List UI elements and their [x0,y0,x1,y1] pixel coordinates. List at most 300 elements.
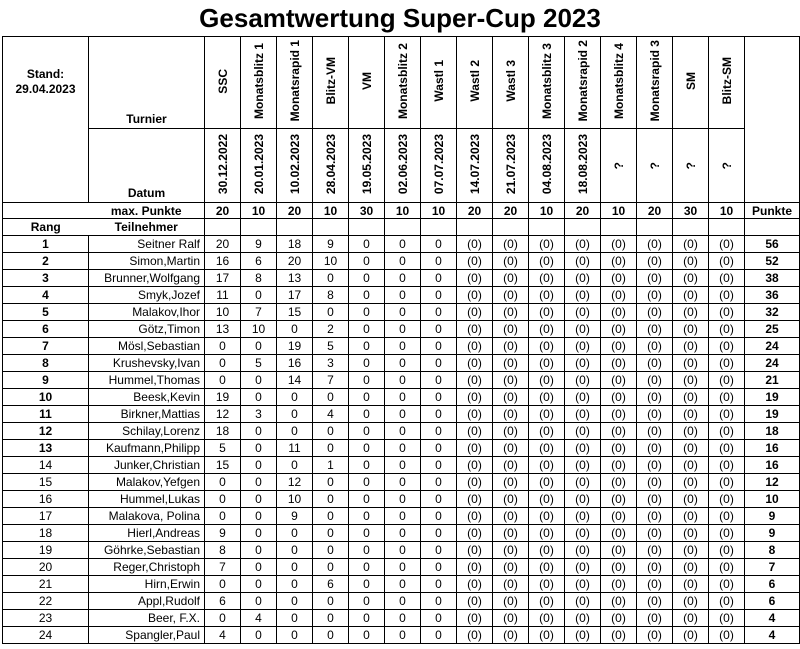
tournament-date-cell [385,129,421,203]
score-cell: (0) [601,610,637,627]
score-cell: (0) [673,270,709,287]
score-cell: (0) [709,508,745,525]
player-rank: 6 [3,321,89,338]
score-cell: (0) [457,287,493,304]
score-cell: (0) [637,253,673,270]
tournament-date: ? [719,162,734,170]
player-name: Simon,Martin [89,253,205,270]
score-cell: (0) [529,355,565,372]
player-total: 19 [745,389,800,406]
tournament-max-points: 20 [637,203,673,219]
player-total: 8 [745,542,800,559]
score-cell: 6 [241,253,277,270]
tournament-max-points: 10 [421,203,457,219]
score-cell: 3 [313,355,349,372]
tournament-max-points: 20 [457,203,493,219]
player-row [3,270,800,287]
player-name: Smyk,Jozef [89,287,205,304]
tournament-name: Monatsblitz 3 [539,42,554,119]
score-cell: 0 [421,389,457,406]
tournament-date: 19.05.2023 [359,133,374,195]
score-cell: 0 [313,474,349,491]
tournament-name-cell [529,37,565,129]
score-cell: (0) [637,270,673,287]
score-cell: (0) [493,270,529,287]
score-cell: 4 [313,406,349,423]
score-cell: 0 [349,423,385,440]
score-cell: (0) [493,389,529,406]
player-total: 16 [745,457,800,474]
score-cell: 7 [205,559,241,576]
tournament-max-points: 10 [313,203,349,219]
tournament-name: Monatsrapid 2 [575,40,590,122]
score-cell: (0) [457,423,493,440]
player-total: 24 [745,338,800,355]
player-row [3,576,800,593]
score-cell: (0) [457,525,493,542]
score-cell: 0 [421,610,457,627]
score-cell: 4 [205,627,241,644]
score-cell: (0) [565,406,601,423]
score-cell: 0 [385,576,421,593]
score-cell: 0 [385,423,421,440]
score-cell: (0) [709,610,745,627]
score-cell: (0) [709,559,745,576]
score-cell: 0 [277,321,313,338]
score-cell: (0) [709,253,745,270]
score-cell: 0 [313,593,349,610]
score-cell: 0 [385,627,421,644]
score-cell: 19 [277,338,313,355]
score-cell: (0) [565,423,601,440]
player-name: Spangler,Paul [89,627,205,644]
player-name: Malakov,Ihor [89,304,205,321]
score-cell: (0) [565,457,601,474]
tournament-date: 07.07.2023 [431,133,446,195]
tournament-date-cell [529,129,565,203]
score-cell: (0) [457,440,493,457]
score-cell: (0) [529,627,565,644]
score-cell: 0 [241,372,277,389]
score-cell: 0 [349,236,385,253]
player-rank: 20 [3,559,89,576]
score-cell: 0 [277,593,313,610]
score-cell: 9 [241,236,277,253]
player-total: 19 [745,406,800,423]
tournament-max-points: 20 [493,203,529,219]
score-cell: (0) [529,338,565,355]
score-cell: (0) [673,372,709,389]
player-name: Reger,Christoph [89,559,205,576]
tournament-name: Monatsrapid 1 [287,40,302,122]
score-cell: 8 [313,287,349,304]
score-cell: 0 [205,474,241,491]
score-cell: 0 [421,253,457,270]
tournament-date-cell [313,129,349,203]
score-cell: 0 [313,270,349,287]
score-cell: (0) [601,321,637,338]
score-cell: 0 [277,576,313,593]
score-cell: (0) [709,474,745,491]
score-cell: (0) [493,525,529,542]
score-cell: 10 [277,491,313,508]
score-cell: 0 [385,508,421,525]
score-cell: (0) [493,474,529,491]
score-cell: 0 [421,593,457,610]
player-rank: 1 [3,236,89,253]
tournament-max-points: 30 [673,203,709,219]
score-cell: 17 [205,270,241,287]
tournament-max-points: 20 [565,203,601,219]
score-cell: (0) [493,457,529,474]
player-row [3,491,800,508]
score-cell: 13 [205,321,241,338]
player-rank: 24 [3,627,89,644]
player-total: 21 [745,372,800,389]
tournament-max-points: 20 [205,203,241,219]
score-cell: 0 [349,610,385,627]
tournament-name-cell [601,37,637,129]
tournament-date: ? [647,162,662,170]
score-cell: (0) [493,491,529,508]
score-cell: 0 [349,542,385,559]
score-cell: 0 [241,576,277,593]
score-cell: (0) [529,236,565,253]
player-total: 36 [745,287,800,304]
tournament-date: 18.08.2023 [575,133,590,195]
empty-cell [709,219,745,236]
score-cell: 0 [349,627,385,644]
score-cell: (0) [457,270,493,287]
score-cell: (0) [493,304,529,321]
player-row [3,389,800,406]
score-cell: 0 [313,542,349,559]
score-cell: (0) [565,440,601,457]
score-cell: (0) [637,355,673,372]
score-cell: 12 [277,474,313,491]
score-cell: (0) [637,423,673,440]
score-cell: 5 [205,440,241,457]
score-cell: (0) [673,457,709,474]
score-cell: 2 [313,321,349,338]
score-cell: 0 [385,253,421,270]
score-cell: (0) [601,491,637,508]
score-cell: 0 [385,491,421,508]
score-cell: (0) [709,457,745,474]
score-cell: (0) [457,491,493,508]
score-cell: (0) [673,389,709,406]
player-row [3,610,800,627]
score-cell: (0) [457,304,493,321]
score-cell: 9 [205,525,241,542]
score-cell: (0) [493,593,529,610]
score-cell: 0 [277,627,313,644]
score-cell: 18 [277,236,313,253]
score-cell: 0 [349,270,385,287]
score-cell: 7 [241,304,277,321]
score-cell: 0 [205,576,241,593]
player-name: Krushevsky,Ivan [89,355,205,372]
score-cell: (0) [601,406,637,423]
score-cell: (0) [565,338,601,355]
score-cell: (0) [601,627,637,644]
player-total: 6 [745,576,800,593]
player-total: 12 [745,474,800,491]
player-name: Hierl,Andreas [89,525,205,542]
tournament-name: Wastl 1 [431,60,446,102]
page-title: Gesamtwertung Super-Cup 2023 [199,3,601,33]
score-cell: 0 [421,355,457,372]
score-cell: 0 [421,372,457,389]
tournament-name-cell [241,37,277,129]
player-total: 6 [745,593,800,610]
score-cell: (0) [709,542,745,559]
score-cell: 0 [241,440,277,457]
player-row [3,321,800,338]
score-cell: 0 [349,559,385,576]
score-cell: (0) [493,321,529,338]
tournament-date: 14.07.2023 [467,133,482,195]
score-cell: 10 [241,321,277,338]
score-cell: (0) [493,236,529,253]
score-cell: (0) [493,338,529,355]
score-cell: (0) [637,406,673,423]
score-cell: 13 [277,270,313,287]
tournament-name-cell [277,37,313,129]
player-name: Göhrke,Sebastian [89,542,205,559]
score-cell: (0) [673,406,709,423]
tournament-max-points: 20 [277,203,313,219]
score-cell: 0 [241,474,277,491]
player-rank: 22 [3,593,89,610]
score-cell: 0 [205,372,241,389]
score-cell: (0) [529,321,565,338]
score-cell: (0) [709,627,745,644]
score-cell: (0) [601,253,637,270]
score-cell: (0) [493,627,529,644]
score-cell: 0 [349,593,385,610]
score-cell: 8 [241,270,277,287]
player-row [3,406,800,423]
score-cell: 0 [313,423,349,440]
score-cell: (0) [601,389,637,406]
empty-cell [241,219,277,236]
score-cell: (0) [565,525,601,542]
score-cell: 0 [385,372,421,389]
score-cell: (0) [637,576,673,593]
score-cell: 0 [421,508,457,525]
score-cell: (0) [637,440,673,457]
tournament-name-cell [457,37,493,129]
player-row [3,440,800,457]
score-cell: (0) [601,236,637,253]
tournament-name: Blitz-VM [323,57,338,105]
score-cell: (0) [601,338,637,355]
score-cell: (0) [565,576,601,593]
tournament-date-cell [673,129,709,203]
score-cell: (0) [529,372,565,389]
player-row [3,304,800,321]
score-cell: 16 [277,355,313,372]
empty-cell [421,219,457,236]
score-cell: 0 [277,457,313,474]
score-cell: (0) [673,474,709,491]
tournament-name-cell [493,37,529,129]
score-cell: (0) [565,321,601,338]
score-cell: (0) [493,559,529,576]
score-cell: 6 [313,576,349,593]
column-label-row [3,219,800,236]
empty-cell [385,219,421,236]
score-cell: (0) [529,389,565,406]
score-cell: (0) [709,287,745,304]
player-name: Hirn,Erwin [89,576,205,593]
score-cell: 0 [349,525,385,542]
score-cell: (0) [565,355,601,372]
player-rank: 9 [3,372,89,389]
score-cell: 4 [241,610,277,627]
score-cell: 0 [277,610,313,627]
score-cell: (0) [673,423,709,440]
player-rank: 19 [3,542,89,559]
score-cell: (0) [709,355,745,372]
score-cell: (0) [565,287,601,304]
score-cell: 0 [421,491,457,508]
score-cell: (0) [601,593,637,610]
player-name: Mösl,Sebastian [89,338,205,355]
score-cell: 0 [205,338,241,355]
score-cell: 0 [385,593,421,610]
player-row [3,355,800,372]
score-cell: 0 [385,559,421,576]
score-cell: (0) [529,270,565,287]
score-cell: (0) [673,542,709,559]
score-cell: 0 [313,610,349,627]
tournament-name-cell [637,37,673,129]
score-cell: 0 [421,559,457,576]
player-row [3,593,800,610]
tournament-date-cell [565,129,601,203]
score-cell: 0 [241,508,277,525]
score-cell: 10 [205,304,241,321]
score-cell: (0) [637,627,673,644]
score-cell: (0) [637,389,673,406]
score-cell: 0 [205,491,241,508]
score-cell: 12 [205,406,241,423]
player-total: 25 [745,321,800,338]
score-cell: 0 [313,525,349,542]
player-rank: 21 [3,576,89,593]
score-cell: (0) [601,559,637,576]
tournament-name-cell [385,37,421,129]
empty-cell [673,219,709,236]
score-cell: (0) [601,474,637,491]
empty-cell [601,219,637,236]
teilnehmer-label: Teilnehmer [89,219,205,236]
score-cell: (0) [457,508,493,525]
empty-cell [313,219,349,236]
tournament-name-cell [709,37,745,129]
score-cell: 0 [241,559,277,576]
score-cell: (0) [457,627,493,644]
tournament-date: 21.07.2023 [503,133,518,195]
stand-label: Stand: [26,67,65,81]
score-cell: (0) [709,440,745,457]
score-cell: (0) [673,627,709,644]
tournament-max-points: 10 [385,203,421,219]
score-cell: 0 [241,457,277,474]
score-cell: 0 [349,389,385,406]
player-total: 4 [745,610,800,627]
score-cell: (0) [565,372,601,389]
score-cell: 0 [385,457,421,474]
score-cell: 9 [313,236,349,253]
score-cell: 0 [349,372,385,389]
tournament-date: 04.08.2023 [539,133,554,195]
player-name: Seitner Ralf [89,236,205,253]
score-cell: (0) [565,389,601,406]
score-cell: (0) [673,236,709,253]
tournament-max-points: 10 [241,203,277,219]
score-cell: (0) [709,406,745,423]
score-cell: (0) [709,304,745,321]
score-cell: (0) [709,321,745,338]
score-cell: 0 [241,389,277,406]
score-cell: (0) [601,423,637,440]
player-row [3,559,800,576]
score-cell: 0 [421,457,457,474]
tournament-name: Monatsrapid 3 [647,40,662,122]
score-cell: (0) [709,372,745,389]
score-cell: 0 [205,610,241,627]
score-cell: 0 [421,338,457,355]
score-cell: (0) [673,440,709,457]
score-cell: 0 [349,406,385,423]
tournament-date: 28.04.2023 [323,133,338,195]
player-rank: 8 [3,355,89,372]
score-cell: 0 [241,542,277,559]
tournament-date: ? [683,162,698,170]
score-cell: 16 [205,253,241,270]
empty-cell [745,219,800,236]
score-cell: (0) [637,559,673,576]
tournament-name-cell [313,37,349,129]
score-cell: (0) [601,440,637,457]
player-rank: 7 [3,338,89,355]
tournament-name: Blitz-SM [719,57,734,105]
score-cell: 0 [421,270,457,287]
score-cell: (0) [673,576,709,593]
score-cell: (0) [493,423,529,440]
score-cell: (0) [637,593,673,610]
empty-cell [3,203,89,219]
turnier-label: Turnier [89,37,205,129]
score-cell: (0) [493,253,529,270]
score-cell: (0) [457,389,493,406]
score-cell: 0 [349,491,385,508]
score-cell: 0 [421,576,457,593]
score-cell: (0) [709,423,745,440]
score-cell: (0) [709,593,745,610]
tournament-max-points: 10 [709,203,745,219]
player-name: Malakova, Polina [89,508,205,525]
player-row [3,627,800,644]
score-cell: 0 [313,627,349,644]
player-total: 32 [745,304,800,321]
score-cell: (0) [637,321,673,338]
score-cell: (0) [637,287,673,304]
tournament-date-cell [457,129,493,203]
